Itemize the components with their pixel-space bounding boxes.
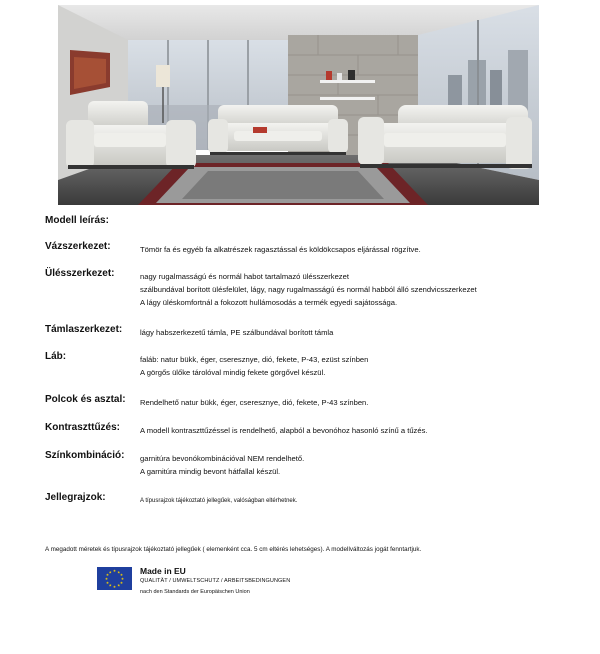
eu-flag-graphic [97, 567, 132, 590]
eu-flag-icon [97, 567, 132, 590]
spec-values [140, 326, 333, 339]
spec-line: A görgős ülőke tárolóval mindig fekete görgővel készül. [140, 368, 326, 377]
spec-line: garnitúra bevonókombinációval NEM rendelhető. [140, 454, 305, 463]
made-in-eu-title: Made in EU [140, 566, 186, 576]
spec-label: Kontraszttűzés: [45, 422, 121, 433]
svg-text:★: ★ [104, 577, 109, 581]
spec-values [140, 424, 427, 437]
spec-line: A lágy üléskomfortnál a fokozott hullámosodás a termék egyedi sajátossága. [140, 298, 398, 307]
svg-text:★: ★ [117, 570, 121, 575]
made-in-eu-standards: nach den Standards der Europäischen Union [140, 589, 250, 595]
svg-text:★: ★ [117, 583, 121, 588]
spec-label: Színkombináció: [45, 450, 125, 461]
two-seat-sofa [208, 105, 348, 155]
spec-label: Támlaszerkezet: [45, 324, 123, 335]
svg-text:★: ★ [108, 583, 112, 588]
spec-values [140, 270, 477, 309]
spec-line: szálbundával borított ülésfelület, lágy, nagy rugalmasságú és normál habból álló szendvicsszerkezet [140, 285, 477, 294]
svg-text:★: ★ [108, 570, 112, 575]
spec-label: Vázszerkezet: [45, 241, 111, 252]
spec-line: nagy rugalmasságú és normál habot tartalmazó ülésszerkezet [140, 272, 349, 281]
spec-values [140, 353, 368, 379]
spec-values [140, 452, 304, 478]
svg-text:★: ★ [112, 569, 117, 574]
svg-text:★: ★ [120, 577, 125, 581]
spec-line: Tömör fa és egyéb fa alkatrészek ragasztással és köldökcsapos eljárással rögzítve. [140, 245, 421, 254]
disclaimer-text: A megadott méretek és típusrajzok tájékoztató jellegűek ( elemenként cca. 5 cm eltérés lehetséges). A modellváltozás jogát fenntartjuk. [45, 546, 422, 553]
description-heading: Modell leírás: [45, 215, 109, 226]
spec-line: faláb: natur bükk, éger, cseresznye, dió, fekete, P-43, ezüst színben [140, 355, 369, 364]
spec-values [140, 396, 368, 409]
spec-line: A modell kontraszttűzéssel is rendelhető, alapból a bevonóhoz hasonló színű a tűzés. [140, 426, 428, 435]
spec-line: A típusrajzok tájékoztató jellegűek, valóságban eltérhetnek. [140, 498, 298, 504]
spec-line: lágy habszerkezetű támla, PE szálbundával borított támla [140, 328, 334, 337]
spec-line: A garnitúra mindig bevont hátfallal készül. [140, 467, 281, 476]
svg-text:★: ★ [105, 580, 110, 585]
spec-values [140, 243, 421, 256]
svg-text:★: ★ [112, 584, 117, 589]
spec-values [140, 495, 297, 508]
spec-label: Jellegrajzok: [45, 492, 106, 503]
svg-text:★: ★ [119, 573, 124, 578]
made-in-eu-subtitle: QUALITÄT / UMWELTSCHUTZ / ARBEITSBEDINGUNGEN [140, 578, 291, 584]
svg-text:★: ★ [105, 573, 110, 578]
living-room-scene [58, 5, 539, 205]
spec-label: Ülésszerkezet: [45, 268, 115, 279]
spec-label: Láb: [45, 351, 67, 362]
svg-text:★: ★ [119, 580, 124, 585]
spec-label: Polcok és asztal: [45, 394, 126, 405]
product-photo [58, 5, 539, 205]
spec-line: Rendelhető natur bükk, éger, cseresznye, dió, fekete, P-43 színben. [140, 398, 369, 407]
